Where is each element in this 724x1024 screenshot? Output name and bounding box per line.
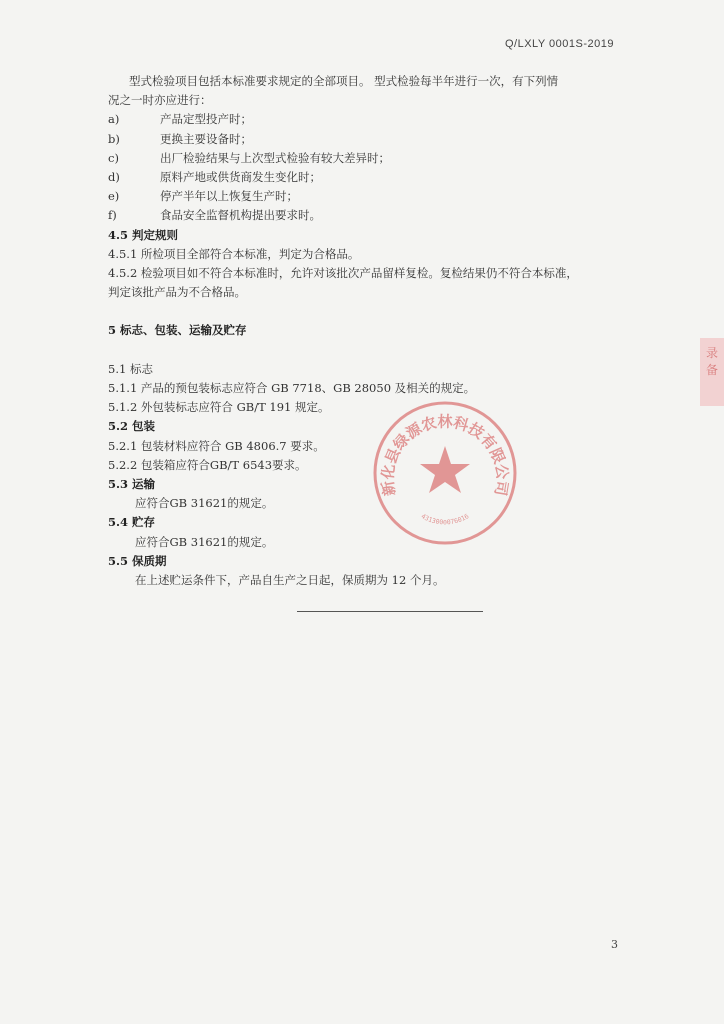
clause: 在上述贮运条件下，产品自生产之日起，保质期为 12 个月。 (135, 572, 445, 587)
condition-text: 产品定型投产时； (160, 112, 252, 127)
clause: 5.2.2 包装箱应符合GB/T 6543要求。 (108, 457, 307, 472)
condition-label: f) (108, 208, 117, 223)
condition-text: 停产半年以上恢复生产时； (160, 189, 298, 204)
clause: 5.1.1 产品的预包装标志应符合 GB 7718、GB 28050 及相关的规定。 (108, 381, 476, 395)
rule-paragraph: 4.5.2 检验项目如不符合本标准时，允许对该批次产品留样复检。复检结果仍不符合本标准， (108, 265, 578, 280)
condition-text: 更换主要设备时； (160, 131, 252, 146)
standard-code: Q/LXLY 0001S-2019 (504, 38, 614, 50)
page-number: 3 (611, 938, 618, 951)
section-heading: 5 标志、包装、运输及贮存 (108, 323, 247, 338)
subsection-heading: 5.2 包装 (108, 419, 156, 434)
seal-star-icon (420, 446, 470, 493)
type-test-intro-cont: 况之一时亦应进行： (108, 93, 212, 108)
rule-heading: 4.5 判定规则 (108, 227, 179, 242)
condition-text: 原料产地或供货商发生变化时； (160, 169, 321, 184)
end-rule (297, 611, 483, 612)
condition-label: a) (108, 112, 120, 127)
side-filing-tab (700, 338, 724, 406)
clause: 5.2.1 包装材料应符合 GB 4806.7 要求。 (108, 438, 325, 453)
clause: 应符合GB 31621的规定。 (135, 496, 274, 511)
rule-paragraph-cont: 判定该批产品为不合格品。 (108, 285, 246, 300)
condition-item (108, 130, 618, 149)
condition-label: b) (108, 131, 120, 146)
condition-item (108, 187, 618, 206)
condition-item (108, 206, 618, 225)
company-seal (370, 398, 520, 548)
subsection-heading: 5.4 贮存 (108, 515, 156, 530)
seal-company-text: 新化县绿源农林科技有限公司 (378, 412, 512, 498)
condition-label: c) (108, 150, 119, 165)
spacer (108, 302, 618, 321)
condition-label: d) (108, 169, 120, 184)
clause: 应符合GB 31621的规定。 (135, 534, 274, 549)
subsection-heading: 5.1 标志 (108, 361, 153, 376)
spacer (108, 341, 618, 360)
side-tab-text: 录 备 (705, 346, 718, 377)
condition-item (108, 110, 618, 129)
subsection-heading: 5.3 运输 (108, 476, 156, 491)
clause: 5.1.2 外包装标志应符合 GB/T 191 规定。 (108, 400, 330, 415)
condition-item (108, 149, 618, 168)
seal-serial-text: 4313000076016 (419, 512, 471, 527)
page-content (108, 72, 618, 590)
type-test-intro: 型式检验项目包括本标准要求规定的全部项目。 型式检验每半年进行一次，有下列情 (129, 74, 559, 88)
rule-paragraph: 4.5.1 所检项目全部符合本标准，判定为合格品。 (108, 246, 360, 261)
subsection-heading: 5.5 保质期 (108, 553, 167, 568)
condition-label: e) (108, 189, 120, 204)
condition-item (108, 168, 618, 187)
condition-text: 出厂检验结果与上次型式检验有较大差异时； (160, 150, 390, 165)
condition-text: 食品安全监督机构提出要求时。 (160, 208, 321, 223)
